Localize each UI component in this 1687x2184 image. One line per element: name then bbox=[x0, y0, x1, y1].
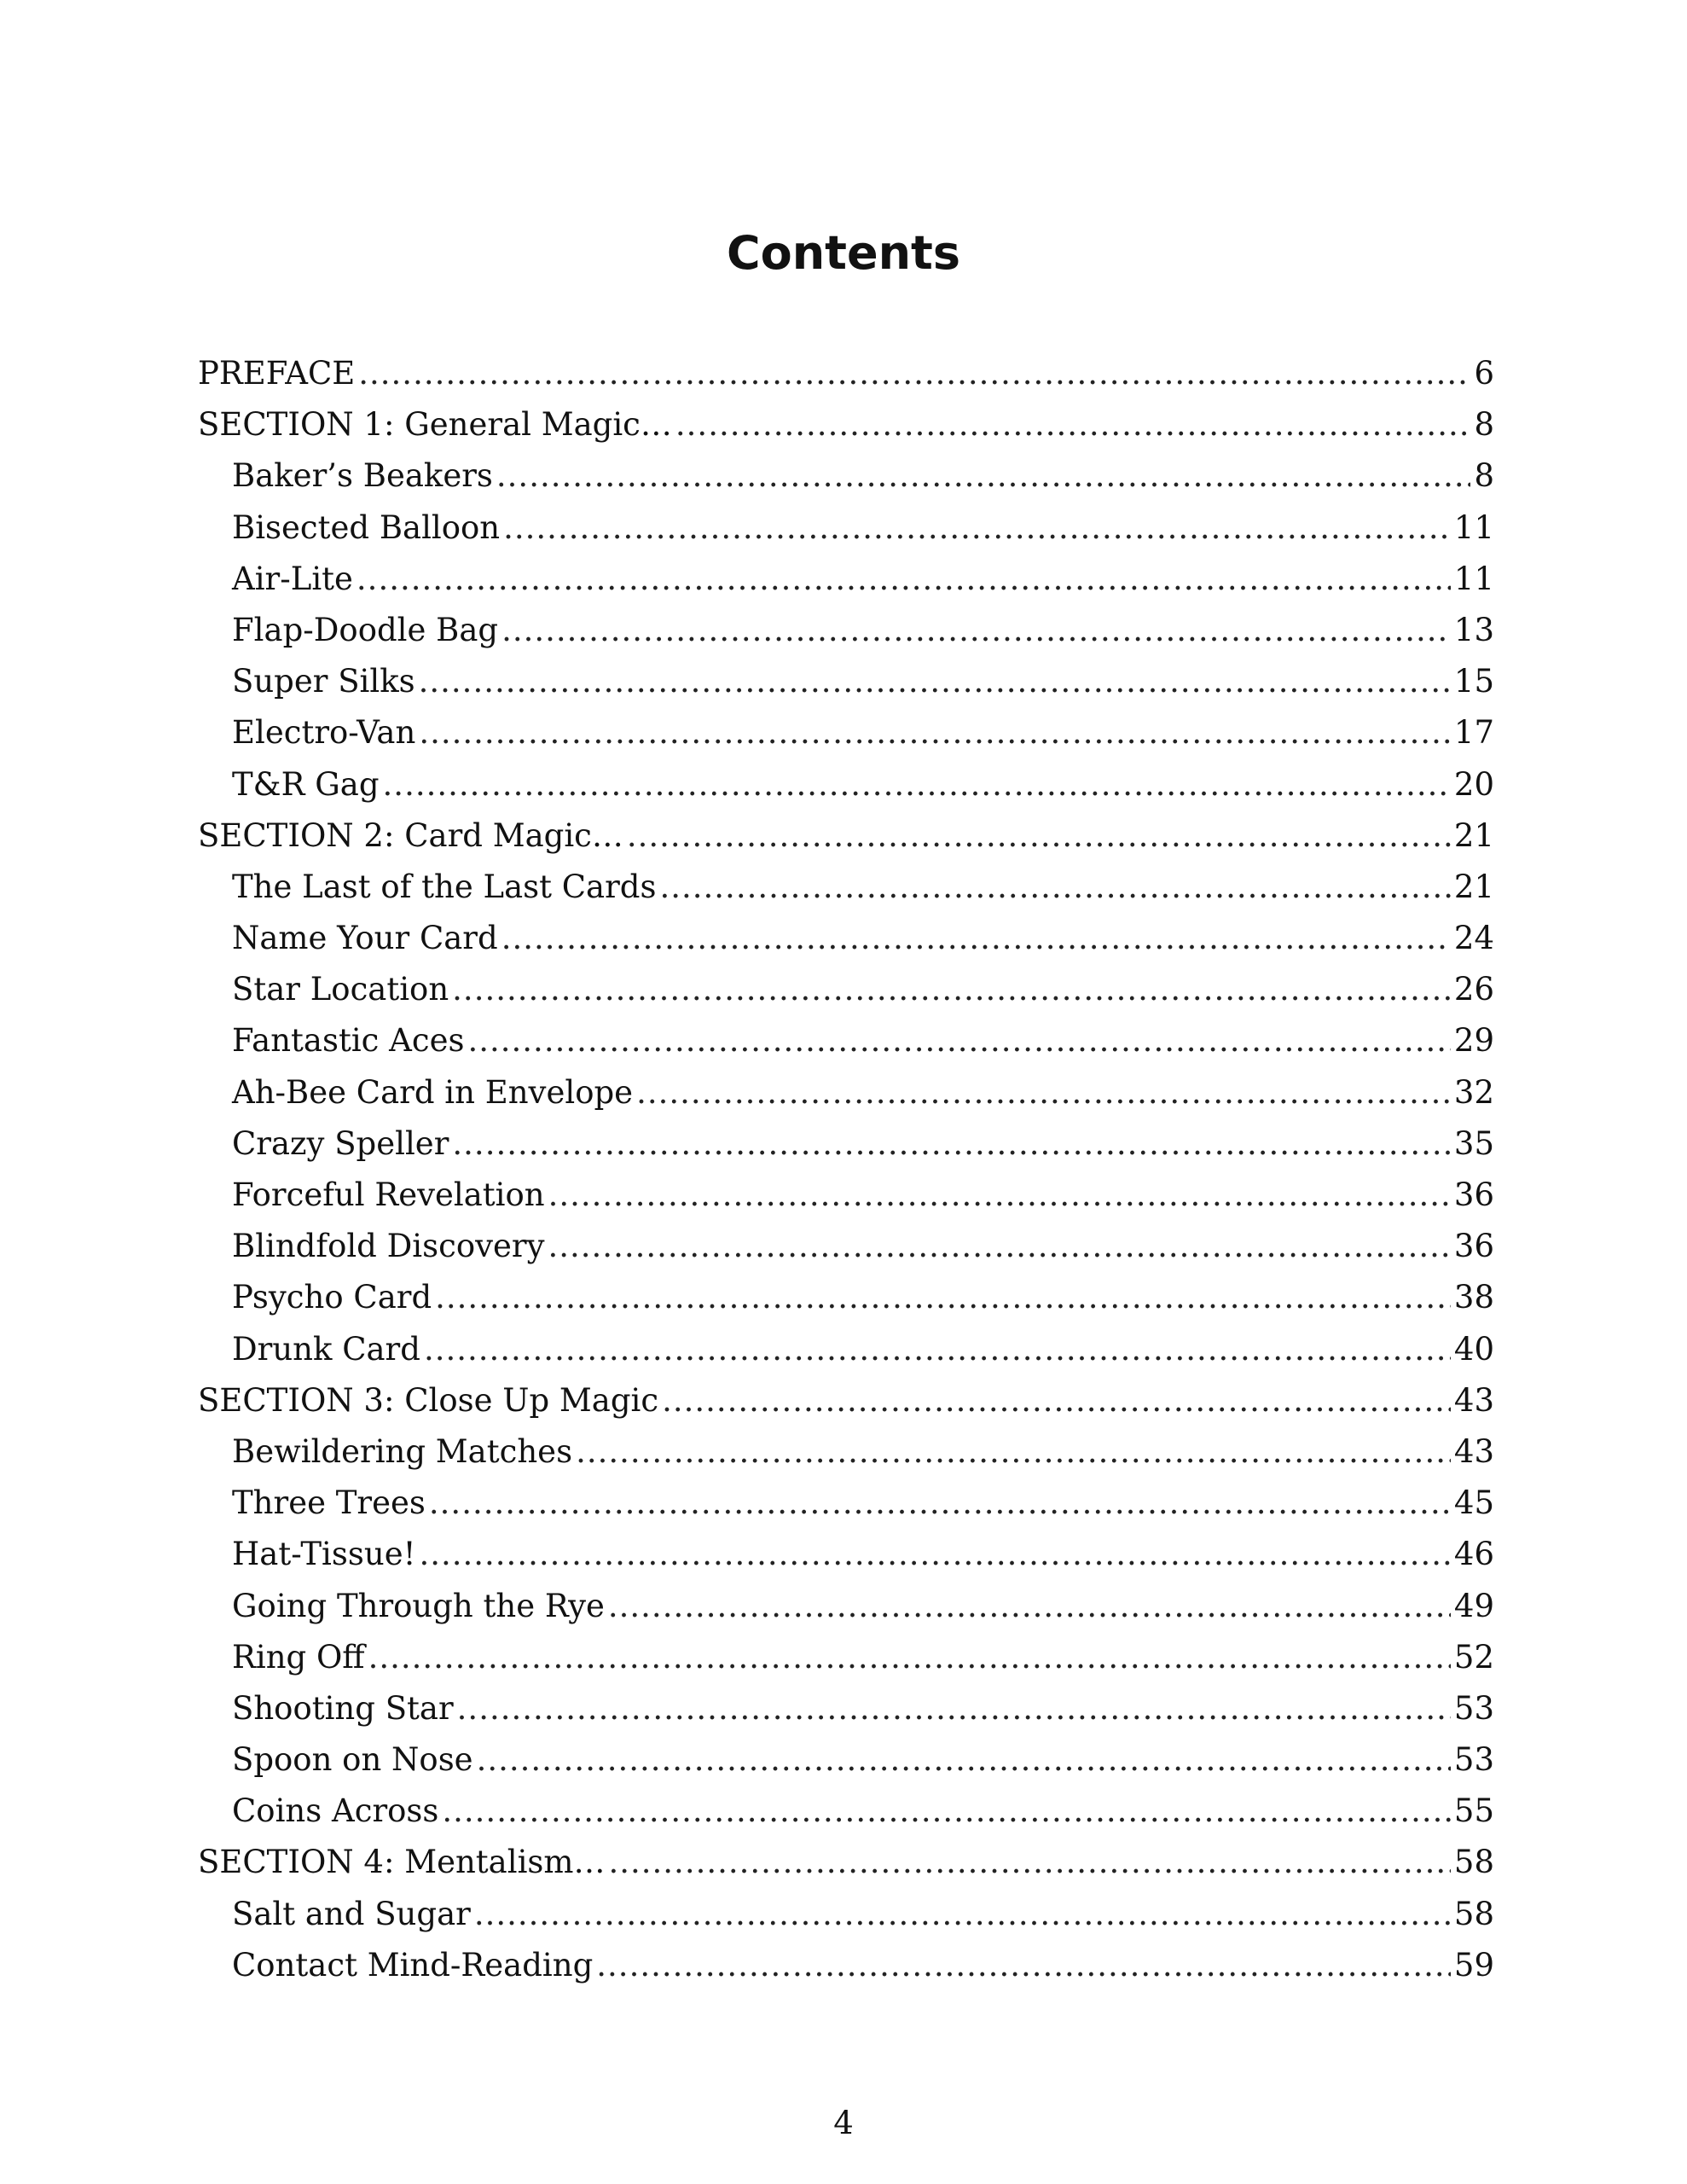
toc-entry-page: 8 bbox=[1474, 457, 1494, 495]
toc-entry-label: Star Location bbox=[232, 971, 449, 1008]
toc-entry-page: 6 bbox=[1474, 355, 1494, 392]
toc-entry[interactable] bbox=[198, 656, 1494, 707]
toc-leader-dots bbox=[424, 1324, 1451, 1375]
toc-entry-page: 35 bbox=[1453, 1124, 1494, 1162]
toc-leader-dots bbox=[368, 1632, 1451, 1683]
page-title: Contents bbox=[726, 226, 960, 280]
toc-leader-dots bbox=[548, 1221, 1451, 1272]
toc-entry-label: Coins Across bbox=[232, 1792, 439, 1830]
toc-entry[interactable] bbox=[198, 964, 1494, 1015]
toc-entry[interactable] bbox=[198, 399, 1494, 450]
toc-leader-dots bbox=[501, 605, 1451, 656]
toc-entry-label: Psycho Card bbox=[232, 1279, 432, 1316]
toc-entry[interactable] bbox=[198, 348, 1494, 399]
toc-entry[interactable] bbox=[198, 1015, 1494, 1066]
toc-entry-label: Flap-Doodle Bag bbox=[232, 611, 499, 648]
toc-entry-page: 43 bbox=[1453, 1432, 1494, 1470]
toc-entry-label: Bewildering Matches bbox=[232, 1432, 573, 1470]
toc-leader-dots bbox=[452, 964, 1451, 1015]
toc-leader-dots bbox=[442, 1786, 1451, 1837]
toc-entry[interactable] bbox=[198, 707, 1494, 758]
toc-leader-dots bbox=[501, 913, 1451, 964]
toc-leader-dots bbox=[675, 399, 1471, 450]
page-number: 4 bbox=[833, 2105, 854, 2141]
toc-entry-label: The Last of the Last Cards bbox=[232, 868, 657, 905]
toc-entry-page: 8 bbox=[1474, 406, 1494, 444]
toc-entry[interactable] bbox=[198, 1118, 1494, 1170]
toc-entry-label: Bisected Balloon bbox=[232, 508, 501, 546]
toc-leader-dots bbox=[467, 1015, 1450, 1066]
toc-leader-dots bbox=[576, 1426, 1451, 1478]
toc-entry-label: Drunk Card bbox=[232, 1330, 420, 1368]
toc-entry[interactable] bbox=[198, 1581, 1494, 1632]
toc-entry-page: 55 bbox=[1453, 1792, 1494, 1830]
toc-entry[interactable] bbox=[198, 605, 1494, 656]
toc-entry-page: 58 bbox=[1453, 1844, 1494, 1881]
toc-entry-page: 21 bbox=[1453, 868, 1494, 905]
toc-entry-page: 43 bbox=[1453, 1381, 1494, 1419]
toc-entry-label: Three Trees bbox=[232, 1484, 426, 1522]
toc-entry[interactable] bbox=[198, 1067, 1494, 1118]
toc-entry[interactable] bbox=[198, 1632, 1494, 1683]
toc-entry-label: SECTION 4: Mentalism… bbox=[198, 1844, 606, 1881]
toc-entry[interactable] bbox=[198, 450, 1494, 502]
toc-entry-label: Shooting Star bbox=[232, 1689, 454, 1727]
toc-entry-label: Salt and Sugar bbox=[232, 1895, 471, 1932]
toc-entry-page: 45 bbox=[1453, 1484, 1494, 1522]
toc-entry-page: 59 bbox=[1453, 1946, 1494, 1984]
toc-entry-label: Electro-Van bbox=[232, 714, 416, 752]
toc-entry-label: T&R Gag bbox=[232, 765, 380, 803]
toc-entry[interactable] bbox=[198, 1170, 1494, 1221]
toc-entry[interactable] bbox=[198, 1478, 1494, 1529]
toc-entry[interactable] bbox=[198, 1272, 1494, 1323]
toc-entry-page: 13 bbox=[1453, 611, 1494, 648]
toc-entry-page: 17 bbox=[1453, 714, 1494, 752]
toc-entry-page: 58 bbox=[1453, 1895, 1494, 1932]
toc-entry-page: 11 bbox=[1453, 508, 1494, 546]
toc-entry[interactable] bbox=[198, 1529, 1494, 1580]
toc-entry-page: 11 bbox=[1453, 560, 1494, 597]
toc-entry-label: Super Silks bbox=[232, 663, 415, 700]
toc-entry-page: 36 bbox=[1453, 1228, 1494, 1265]
toc-leader-dots bbox=[419, 707, 1451, 758]
toc-entry-page: 53 bbox=[1453, 1741, 1494, 1779]
toc-entry[interactable] bbox=[198, 810, 1494, 862]
toc-entry-label: Going Through the Rye bbox=[232, 1587, 605, 1624]
toc-entry-page: 32 bbox=[1453, 1073, 1494, 1111]
toc-entry[interactable] bbox=[198, 862, 1494, 913]
toc-entry-label: PREFACE bbox=[198, 355, 356, 392]
toc-entry-label: SECTION 3: Close Up Magic bbox=[198, 1381, 659, 1419]
toc-leader-dots bbox=[419, 1529, 1450, 1580]
toc-entry-label: Spoon on Nose bbox=[232, 1741, 473, 1779]
toc-entry-label: SECTION 1: General Magic… bbox=[198, 406, 672, 444]
toc-leader-dots bbox=[357, 554, 1451, 605]
toc-entry-label: Ah-Bee Card in Envelope bbox=[232, 1073, 634, 1111]
toc-entry-label: Contact Mind-Reading bbox=[232, 1946, 594, 1984]
toc-entry[interactable] bbox=[198, 1375, 1494, 1426]
toc-leader-dots bbox=[608, 1581, 1451, 1632]
toc-entry-label: Crazy Speller bbox=[232, 1124, 449, 1162]
toc-entry-page: 24 bbox=[1453, 920, 1494, 957]
toc-leader-dots bbox=[608, 1837, 1450, 1888]
toc-entry-label: Baker’s Beakers bbox=[232, 457, 493, 495]
toc-entry[interactable] bbox=[198, 1734, 1494, 1786]
toc-entry[interactable] bbox=[198, 1426, 1494, 1478]
toc-entry[interactable] bbox=[198, 502, 1494, 554]
toc-entry[interactable] bbox=[198, 1786, 1494, 1837]
toc-entry-page: 40 bbox=[1453, 1330, 1494, 1368]
toc-leader-dots bbox=[496, 450, 1471, 502]
toc-entry[interactable] bbox=[198, 1683, 1494, 1734]
toc-entry-page: 49 bbox=[1453, 1587, 1494, 1624]
toc-leader-dots bbox=[435, 1272, 1451, 1323]
toc-entry-page: 53 bbox=[1453, 1689, 1494, 1727]
toc-leader-dots bbox=[429, 1478, 1451, 1529]
table-of-contents bbox=[198, 348, 1494, 1991]
toc-leader-dots bbox=[457, 1683, 1451, 1734]
toc-entry[interactable] bbox=[198, 554, 1494, 605]
toc-entry-page: 36 bbox=[1453, 1176, 1494, 1213]
toc-leader-dots bbox=[596, 1940, 1451, 1991]
toc-entry-page: 38 bbox=[1453, 1279, 1494, 1316]
toc-entry-page: 29 bbox=[1453, 1022, 1494, 1060]
toc-leader-dots bbox=[452, 1118, 1451, 1170]
toc-entry-page: 20 bbox=[1453, 765, 1494, 803]
toc-entry[interactable] bbox=[198, 1940, 1494, 1991]
toc-entry-label: Air-Lite bbox=[232, 560, 353, 597]
toc-entry-page: 46 bbox=[1453, 1536, 1494, 1573]
toc-entry[interactable] bbox=[198, 759, 1494, 810]
toc-entry-label: Blindfold Discovery bbox=[232, 1228, 545, 1265]
toc-entry-label: Fantastic Aces bbox=[232, 1022, 465, 1060]
toc-entry[interactable] bbox=[198, 1324, 1494, 1375]
toc-leader-dots bbox=[474, 1889, 1451, 1940]
toc-leader-dots bbox=[358, 348, 1470, 399]
toc-entry[interactable] bbox=[198, 1837, 1494, 1888]
toc-entry-label: Forceful Revelation bbox=[232, 1176, 545, 1213]
toc-leader-dots bbox=[627, 810, 1451, 862]
toc-entry-page: 15 bbox=[1453, 663, 1494, 700]
toc-leader-dots bbox=[659, 862, 1450, 913]
toc-entry[interactable] bbox=[198, 913, 1494, 964]
toc-leader-dots bbox=[662, 1375, 1451, 1426]
toc-leader-dots bbox=[636, 1067, 1451, 1118]
toc-entry-page: 26 bbox=[1453, 971, 1494, 1008]
toc-entry[interactable] bbox=[198, 1889, 1494, 1940]
toc-entry-label: SECTION 2: Card Magic… bbox=[198, 816, 623, 854]
toc-leader-dots bbox=[548, 1170, 1451, 1221]
toc-leader-dots bbox=[383, 759, 1451, 810]
toc-entry-page: 21 bbox=[1453, 816, 1494, 854]
toc-leader-dots bbox=[477, 1734, 1451, 1786]
toc-leader-dots bbox=[503, 502, 1451, 554]
toc-entry[interactable] bbox=[198, 1221, 1494, 1272]
toc-leader-dots bbox=[419, 656, 1451, 707]
toc-entry-label: Name Your Card bbox=[232, 920, 498, 957]
toc-entry-page: 52 bbox=[1453, 1638, 1494, 1676]
toc-entry-label: Ring Off bbox=[232, 1638, 365, 1676]
toc-entry-label: Hat-Tissue! bbox=[232, 1536, 416, 1573]
